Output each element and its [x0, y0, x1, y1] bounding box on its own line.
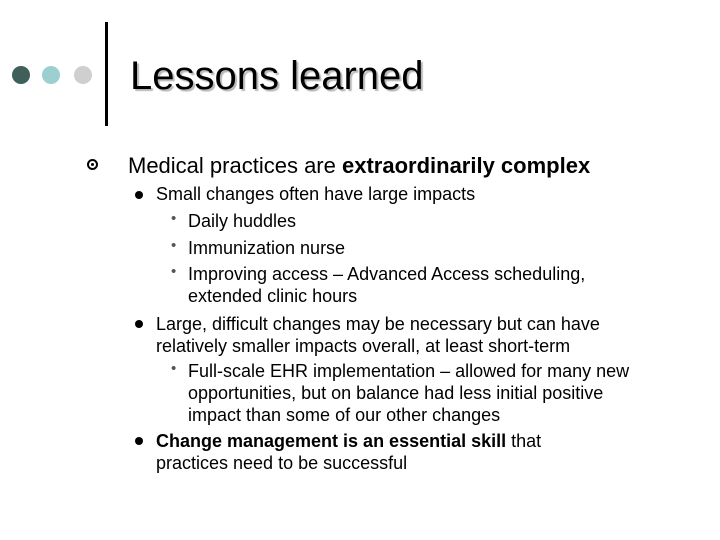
main-bullet-bold: extraordinarily complex — [341, 153, 591, 178]
small-dot-bullet-icon: • — [171, 263, 177, 280]
small-dot-bullet-icon: • — [171, 237, 177, 254]
sub-item-1-1: Daily huddles — [188, 211, 297, 231]
small-dot-bullet-icon: • — [171, 210, 177, 227]
sub-bullet-3-plain: that practices need to be successful — [156, 431, 542, 473]
slide-title: Lessons learned — [130, 54, 424, 98]
decor-dot-dark — [12, 66, 30, 84]
filled-circle-bullet-icon — [135, 437, 143, 445]
circle-bullet-icon — [87, 159, 98, 170]
sub-bullet-3 — [156, 430, 596, 474]
title-divider — [105, 22, 108, 126]
filled-circle-bullet-icon — [135, 320, 143, 328]
small-dot-bullet-icon: • — [171, 360, 177, 377]
sub-bullet-3-bold: Change management is an essential skill — [156, 431, 507, 451]
filled-circle-bullet-icon — [135, 191, 143, 199]
sub-bullet-2: Large, difficult changes may be necessary but can have relatively smaller impacts overall, at least short-term — [156, 314, 600, 356]
sub-item-1-2: Immunization nurse — [188, 238, 346, 258]
decor-dot-teal — [42, 66, 60, 84]
main-bullet-text — [128, 152, 590, 180]
sub-bullet-1: Small changes often have large impacts — [156, 184, 476, 204]
sub-item-1-3: Improving access – Advanced Access scheduling, extended clinic hours — [188, 264, 586, 306]
decor-dot-gray — [74, 66, 92, 84]
sub-item-2-1: Full-scale EHR implementation – allowed for many new opportunities, but on balance had less initial positive impact than some of our other changes — [188, 361, 630, 425]
main-bullet-plain: Medical practices are — [128, 153, 342, 178]
